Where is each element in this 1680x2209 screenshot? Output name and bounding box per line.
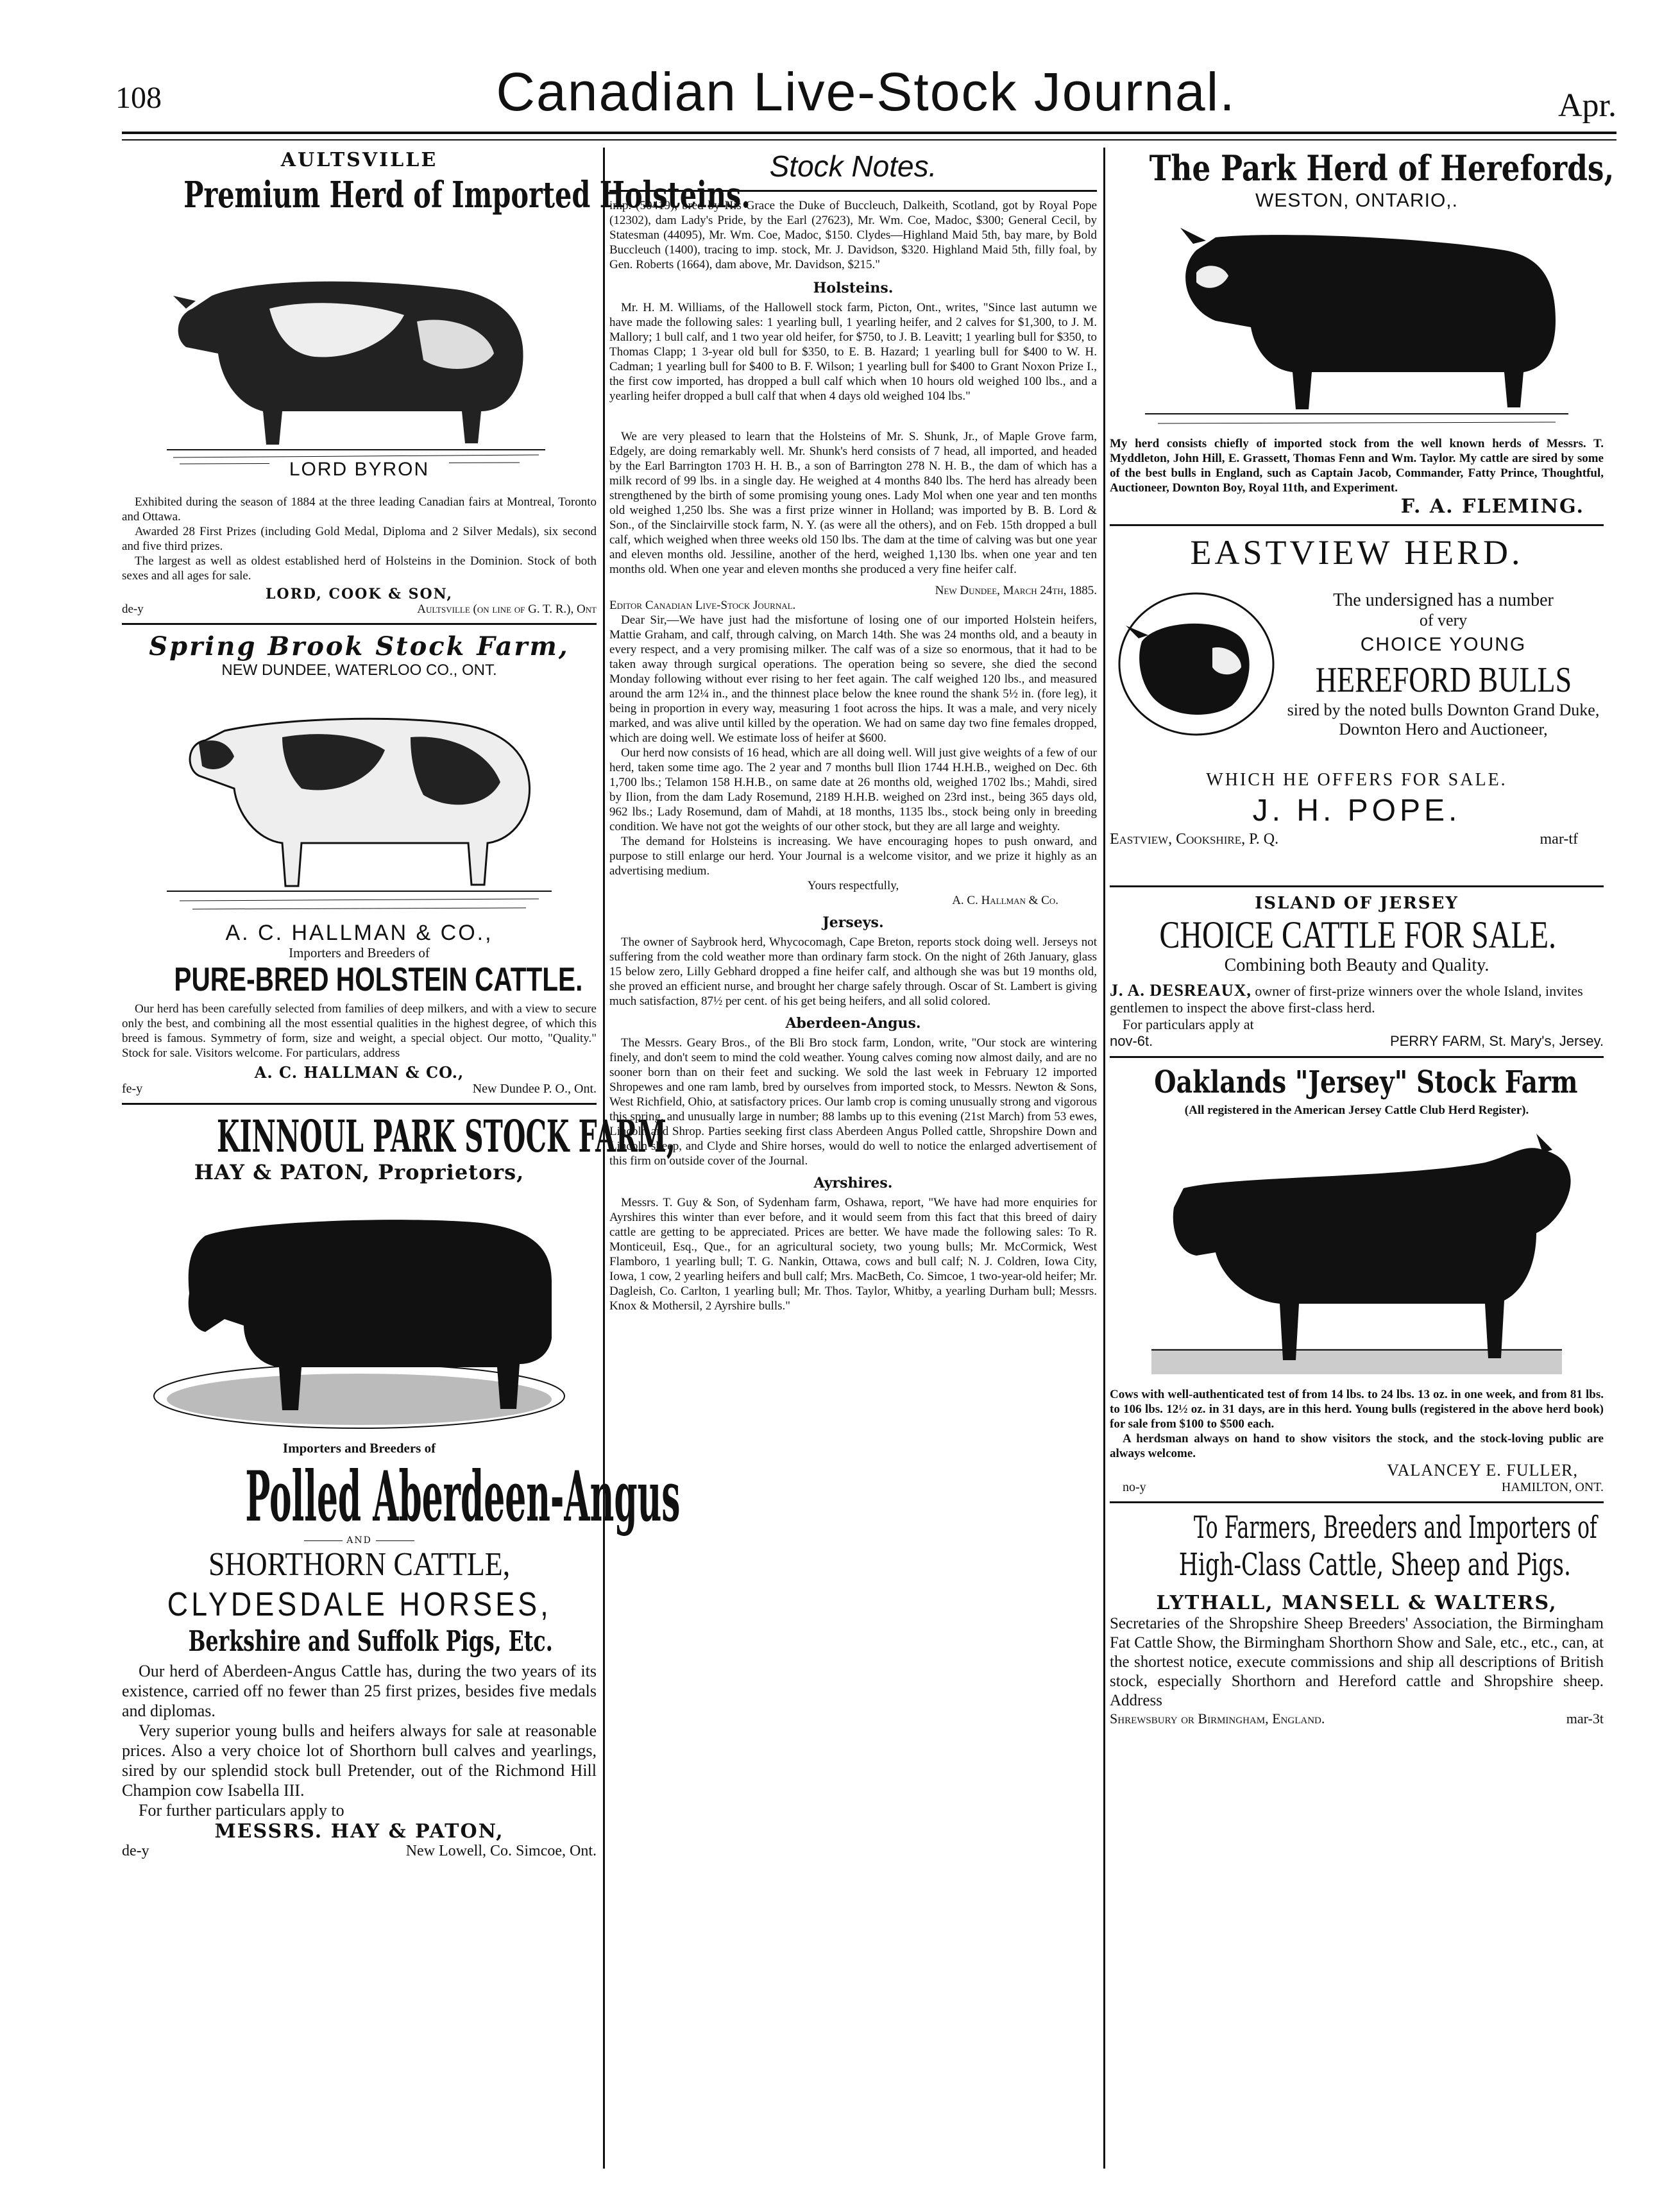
running-header — [115, 61, 1616, 132]
divider — [1110, 1501, 1604, 1503]
farmers-title-1: To Farmers, Breeders and Importers of — [1193, 1510, 1597, 1546]
eastview-line-6: WHICH HE OFFERS FOR SALE. — [1206, 770, 1507, 790]
letter-para-1: Dear Sir,—We have just had the misfortune of losing one of our imported Holstein heifers, Mattie Graham, and calf, through calving, on March 14th. She was 24 months old, and a beauty in every respect, and a very promising milker. The calf was of a size so enormous, that it had to be taken away through surgical operations. The operation being so severe, she died the second Monday following without ever rising to her feet again. The calf weighed 120 lbs., and measured around the arm 12¼ in., and the thinnest place below the knee round the shank 5½ in. (fore leg), it being in proportion in every way, measuring 1 foot across the hips. It was a male, and very nicely marked, and was alive until killed by the operation. We had on same day two fine females dropped, which are doing well. We estimate loss of heifer at $600. — [609, 613, 1097, 745]
kinnoul-breed3-wrap — [122, 1585, 597, 1625]
farmers-body: Secretaries of the Shropshire Sheep Breeders' Association, the Birmingham Fat Cattle Show, the Birmingham Shorthorn Show and Sale, etc., etc., can, at the shortest notice, execute commissions and ship all descriptions of British stock, especially Shorthorn and Hereford cattle and Shropshire sheep. Address — [1110, 1615, 1604, 1709]
jersey-body: owner of first-prize winners over the whole Island, invites gentlemen to inspect the above first-class herd. — [1110, 983, 1583, 1016]
ad-kinnoul-park — [122, 1111, 681, 1860]
kinnoul-code: de-y — [122, 1843, 149, 1859]
kinnoul-text-2: Very superior young bulls and heifers always for sale at reasonable prices. Also a very choice lot of Shorthorn bull calves and yearlings, sired by our splendid stock bull Pretender, out of the Richmond Hill Champion cow Isabella III. — [122, 1721, 597, 1800]
jersey-kicker: ISLAND OF JERSEY — [1255, 894, 1459, 913]
park-signature: F. A. FLEMING. — [1400, 495, 1584, 518]
kinnoul-breed2: SHORTHORN CATTLE, — [208, 1546, 511, 1583]
stock-notes-title: Stock Notes. — [769, 149, 937, 183]
heading-holsteins: Holsteins. — [813, 280, 894, 296]
hallman-code: fe-y — [122, 1082, 143, 1096]
jersey-address: PERRY FARM, St. Mary's, Jersey. — [1389, 1033, 1604, 1049]
aultsville-title-wrap — [122, 174, 751, 219]
aultsville-address: Aultsville (on line of G. T. R.), Ont — [417, 602, 597, 616]
hallman-breed-wrap — [122, 960, 597, 998]
oaklands-body: Cows with well-authenticated test of from 14 lbs. to 24 lbs. 13 oz. in one week, and from 81 lbs. to 106 lbs. 12½ oz. in 31 days, are in this herd. Young bulls (registered in the above herd book) for sale from $100 to $500 each. — [1110, 1388, 1604, 1431]
oaklands-code: no-y — [1123, 1480, 1146, 1494]
kinnoul-role: Importers and Breeders of — [282, 1440, 436, 1456]
jersey-owner: J. A. DESREAUX, — [1110, 981, 1252, 1000]
bull-name-label: LORD BYRON — [269, 459, 449, 481]
aultsville-title: Premium Herd of Imported Holsteins. — [183, 174, 751, 216]
park-title-wrap — [1110, 148, 1615, 190]
kinnoul-text-3: For further particulars apply to — [139, 1801, 344, 1820]
oaklands-title-wrap — [1110, 1064, 1604, 1103]
farmers-firm: LYTHALL, MANSELL & WALTERS, — [1156, 1592, 1557, 1614]
notes-intro: imp. (50419), bred by His Grace the Duke of Buccleuch, Dalkeith, Scotland, got by Royal Pope (12302), dam Lady's Pride, by the Earl (27623), Mr. Wm. Coe, Madoc, $300; General Cecil, by Statesman (44095), Mr. Wm. Coe, Madoc, $150. Clydes—Highland Maid 5th, bay mare, by Bold Buccleuch (1400), tracing to imp. stock, Mr. J. Davidson, $320. Highland Maid 5th, filly foal, by Gen. Roberts (1664), dam above, Mr. Davidson, $215." — [609, 199, 1097, 271]
eastview-address: Eastview, Cookshire, P. Q. — [1110, 831, 1279, 848]
kinnoul-owners: HAY & PATON, Proprietors, — [194, 1160, 525, 1184]
ad-park-herd — [1110, 148, 1615, 518]
kinnoul-breed2-wrap — [122, 1546, 597, 1585]
park-title: The Park Herd of Herefords, — [1149, 148, 1615, 189]
column-stock-notes — [609, 148, 1097, 2169]
ad-to-farmers — [1110, 1510, 1604, 1727]
column-rule-right — [1103, 148, 1105, 2169]
hereford-head-illustration — [1116, 590, 1277, 738]
oaklands-subtitle: (All registered in the American Jersey Cattle Club Herd Register). — [1184, 1104, 1529, 1117]
kinnoul-breed1-wrap — [122, 1456, 681, 1537]
farmers-title1-wrap — [1110, 1510, 1604, 1547]
letter-para-2: Our herd now consists of 16 head, which are all doing well. Will just give weights of a few of our herd, taken some time ago. The 2 year and 7 months bull Ilion 1744 H.H.B., weighed on Dec. 6th 1,700 lbs.; Telamon 158 H.H.B., on same date at 26 months old, weighed 1702 lbs.; Mahdi, sired by Ilion, from the dam Lady Rosemund, 2189 H.H.B. weighed on 23rd inst., being 365 days old, 962 lbs.; Lady Rosemund, dam of Mahdi, at 18 months, 1135 lbs., stock being only in breeding condition. We have not got the weights of our other stock, but they are all large and weighty. — [609, 746, 1097, 833]
aultsville-text-1: Exhibited during the season of 1884 at the three leading Canadian fairs at Montreal, Toronto and Ottawa. — [122, 495, 597, 524]
farmers-address: Shrewsbury or Birmingham, England. — [1110, 1710, 1325, 1727]
jersey-title: CHOICE CATTLE FOR SALE. — [1159, 914, 1557, 956]
spring-brook-place: NEW DUNDEE, WATERLOO CO., ONT. — [221, 661, 497, 679]
divider — [1110, 1056, 1604, 1058]
kinnoul-and — [122, 1535, 597, 1546]
aberdeen-para: The Messrs. Geary Bros., of the Bli Bro stock farm, London, write, "Our stock are wintering finely, and don't seem to mind the cold weather. Young calves coming now almost daily, and are no sooner born than on their feet and sucking. We sold the last week in February 12 imported Shropewes and one ram lamb, bred by ourselves from imported stock, to Messrs. Newton & Sons, West Richfield, Ohio, at satisfactory prices. Our lamb crop is coming unusually strong and vigorous this spring, and unusually large in number; 88 lambs up to this evening (21st March) from 53 ewes, Lincoln and Shrop. Parties seeking first class Aberdeen Angus Polled cattle, Shropshire Down and Lincoln sheep, and Clyde and Shire horses, would do well to notice the enlarged advertisement of this firm on outside cover of the Journal. — [609, 1036, 1097, 1168]
divider — [122, 623, 597, 625]
aultsville-text-3: The largest as well as oldest established herd of Holsteins in the Dominion. Stock of both sexes and all ages for sale. — [122, 554, 597, 583]
journal-title: Canadian Live-Stock Journal. — [496, 62, 1236, 122]
eastview-line-4: HEREFORD BULLS — [1315, 660, 1572, 700]
page-number: 108 — [115, 81, 162, 115]
ad-oaklands-jersey — [1110, 1064, 1604, 1495]
holsteins-para-2: We are very pleased to learn that the Holsteins of Mr. S. Shunk, Jr., of Maple Grove farm, Edgely, are doing remarkably well. Mr. Shunk's herd consists of 7 head, all imported, and headed by the Earl Barrington 1703 H. H. B., a son of Barrington 278 N. H. B., the dam of which has a milk record of 99 lbs. in a single day. He weighed at 4 months 840 lbs. The herd has already been strengthened by the birth of some promising young ones. Lady Mol when one year and ten months old weighed 1,250 lbs. She was a first prize winner in Holland; was imported by B. B. Lord & Son., of the Sinclairville stock farm, N. Y. (as were all the others), and on Feb. 15th dropped a bull calf, which weighed when three weeks old 150 lbs. The dam at the time of calving was but one year and eleven months old. Jessiline, another of the herd, weighed 1,130 lbs. when one year and ten months old. When one year and eleven months she produced a very fine heifer calf. — [609, 430, 1097, 576]
eastview-line-5: sired by the noted bulls Downton Grand Duke, Downton Hero and Auctioneer, — [1287, 701, 1600, 738]
eastview-text-block — [1283, 590, 1604, 739]
ad-island-of-jersey — [1110, 894, 1604, 1050]
farmers-title-2: High-Class Cattle, Sheep and Pigs. — [1178, 1547, 1571, 1583]
hallman-role: Importers and Breeders of — [289, 945, 430, 960]
header-double-rule — [122, 132, 1616, 141]
aberdeen-angus-illustration — [148, 1184, 571, 1441]
letter-editor: Editor Canadian Live-Stock Journal. — [609, 599, 796, 612]
kinnoul-title-wrap — [122, 1111, 676, 1163]
hallman-signature: A. C. HALLMAN & CO., — [254, 1063, 464, 1082]
oaklands-signature: VALANCEY E. FULLER, — [1387, 1461, 1578, 1480]
hallman-address: New Dundee P. O., Ont. — [472, 1082, 597, 1096]
letter-para-3: The demand for Holsteins is increasing. We have encouraging hopes to push onward, and purpose to still enlarge our herd. Your Journal is a welcome visitor, and we prize it highly as an advertising medium. — [609, 835, 1097, 878]
kinnoul-title: KINNOUL PARK STOCK FARM, — [217, 1111, 676, 1163]
eastview-title: EASTVIEW HERD. — [1190, 533, 1523, 572]
kinnoul-signature: MESSRS. HAY & PATON, — [214, 1820, 504, 1843]
kinnoul-breed4-wrap — [122, 1625, 597, 1661]
aultsville-kicker: AULTSVILLE — [280, 149, 438, 171]
eastview-line-3: CHOICE YOUNG — [1360, 634, 1527, 655]
eastview-line-1: The undersigned has a number — [1333, 590, 1554, 610]
divider — [122, 1103, 597, 1105]
divider — [609, 190, 1097, 192]
kinnoul-address: New Lowell, Co. Simcoe, Ont. — [405, 1843, 597, 1859]
jersey-title-wrap — [1110, 913, 1604, 955]
issue-month: Apr. — [1558, 87, 1616, 124]
eastview-line-4-wrap — [1283, 660, 1604, 701]
jersey-subtitle: Combining both Beauty and Quality. — [1224, 955, 1489, 975]
eastview-code: mar-tf — [1540, 831, 1578, 848]
kinnoul-breed4: Berkshire and Suffolk Pigs, Etc. — [188, 1625, 553, 1658]
spring-brook-title: Spring Brook Stock Farm, — [149, 631, 570, 661]
oaklands-title: Oaklands "Jersey" Stock Farm — [1154, 1064, 1578, 1100]
heading-jerseys: Jerseys. — [822, 914, 884, 931]
heading-ayrshires: Ayrshires. — [813, 1175, 893, 1191]
farmers-code: mar-3t — [1566, 1710, 1604, 1727]
farmers-title2-wrap — [1110, 1547, 1604, 1584]
ayrshires-para: Messrs. T. Guy & Son, of Sydenham farm, Oshawa, report, "We have had more enquiries for Ayrshires this winter than ever before, and it would seem from this fact that this breed of dairy cattle are getting to be appreciated. Prices are better. We have made the following sales: To R. Monticeuil, Esq., Que., for an agricultural society, two young bulls; Mr. McCormick, West Flamboro, 1 yearling bull; T. G. Nankin, Ottawa, cows and bull calf; N. J. Coldren, Iowa City, Iowa, 1 cow, 2 yearling heifers and bull calf; Mrs. MacBeth, Co. Simcoe, 1 two-year-old heifer; Mr. Dagleish, Co. Carlton, 1 yearling bull; Mr. Thos. Taylor, Whitby, a yearling Durham bull; Messrs. Knox & Mothersil, 2 Ayrshire bulls." — [609, 1196, 1097, 1313]
kinnoul-and-label: AND — [346, 1535, 372, 1546]
divider — [1110, 885, 1604, 887]
holstein-bull-illustration — [160, 219, 558, 488]
kinnoul-breed1: Polled Aberdeen-Angus — [245, 1456, 681, 1537]
holstein-cow-illustration — [154, 679, 564, 917]
jersey-code: nov-6t. — [1110, 1033, 1153, 1049]
letter-closing: Yours respectfully, — [807, 879, 899, 892]
jersey-cow-illustration — [1126, 1118, 1588, 1387]
ad-spring-brook — [122, 631, 597, 1096]
park-body: My herd consists chiefly of imported stock from the well known herds of Messrs. T. Myddleton, John Hill, E. Grassett, Thomas Fenn and Wm. Taylor. My cattle are sired by some of the best bulls in England, such as Captain Jacob, Commander, Fatty Prince, Thoughtful, Auctioneer, Downton Boy, Royal 11th, and Experiment. — [1110, 437, 1604, 495]
kinnoul-breed3: CLYDESDALE HORSES, — [167, 1586, 552, 1623]
hallman-breed: PURE-BRED HOLSTEIN CATTLE. — [174, 961, 583, 998]
oaklands-address: HAMILTON, ONT. — [1501, 1480, 1604, 1494]
heading-aberdeen-angus: Aberdeen-Angus. — [785, 1015, 921, 1032]
aultsville-code: de-y — [122, 602, 144, 616]
hereford-bull-illustration — [1132, 212, 1581, 436]
eastview-line-2: of very — [1419, 611, 1468, 629]
eastview-signature: J. H. POPE. — [1252, 794, 1461, 828]
jerseys-para: The owner of Saybrook herd, Whycocomagh, Cape Breton, reports stock doing well. Jerseys not suffering from the cold weather more than ordinary farm stock. On the night of 26th January, glass 15 below zero, Lilly Gebhard dropped a fine heifer calf, and although she was but 19 months old, she proved an efficient nurse, and brought her charge safely through. Oscar of St. Lambert is giving much satisfaction, 87½ per cent. of his get being heifers, and all solid colored. — [609, 935, 1097, 1008]
column-right — [1110, 148, 1615, 2169]
aultsville-text-2: Awarded 28 First Prizes (including Gold Medal, Diploma and 2 Silver Medals), six second and five third prizes. — [122, 525, 597, 553]
kinnoul-text-1: Our herd of Aberdeen-Angus Cattle has, during the two years of its existence, carried off no fewer than 25 first prizes, besides five medals and diplomas. — [122, 1662, 597, 1720]
holsteins-para-1: Mr. H. M. Williams, of the Hallowell stock farm, Picton, Ont., writes, "Since last autumn we have made the following sales: 1 yearling bull, 1 yearling heifer, and 2 calves for $1,300, to J. M. Mallory; 1 bull calf, and 1 two year old heifer, for $750, to J. B. Leavitt; 1 yearling bull for $350, to Thomas Clapp; 1 3-year old bull for $350, to E. B. Hazard; 1 yearling bull for $400 to W. H. Cadman; 1 yearling bull for $400 to B. F. Wilson; 1 yearling bull for $400 to Grant Noxon Prize I., the first cow imported, has dropped a bull calf which when 10 hours old weighed 100 lbs., and a yearling heifer dropped a bull calf that when 4 days old weighed 104 lbs." — [609, 301, 1097, 403]
ad-eastview-herd — [1110, 533, 1604, 879]
hallman-firm: A. C. HALLMAN & CO., — [225, 921, 493, 945]
divider — [1110, 524, 1604, 526]
oaklands-body-2: A herdsman always on hand to show visitors the stock, and the stock-loving public are always welcome. — [1110, 1432, 1604, 1460]
letter-signature: A. C. Hallman & Co. — [952, 894, 1058, 907]
letter-dateline: New Dundee, March 24th, 1885. — [935, 584, 1097, 597]
aultsville-signature: LORD, COOK & SON, — [265, 586, 454, 602]
jersey-particulars: For particulars apply at — [1123, 1016, 1254, 1032]
hallman-body: Our herd has been carefully selected from families of deep milkers, and with a view to secure only the best, and combining all the most essential qualities in the highest degree, of which this breed is famous. Symmetry of form, size and weight, a special object. Our motto, "Quality." Stock for sale. Visitors welcome. For particulars, address — [122, 1002, 597, 1060]
park-place: WESTON, ONTARIO,. — [1255, 190, 1458, 211]
